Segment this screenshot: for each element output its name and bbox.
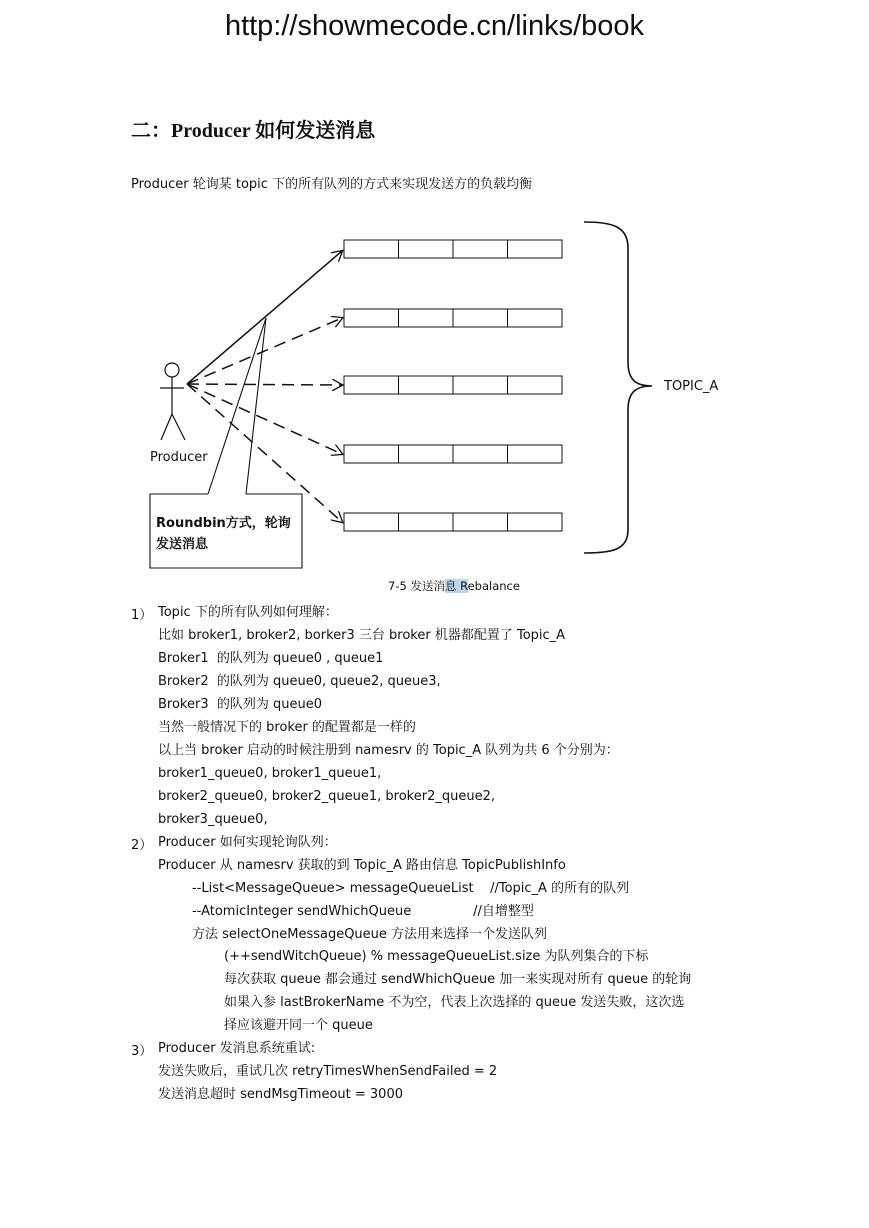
list-line: --List<MessageQueue> messageQueueList //Topic_A 的所有的队列 [192,881,630,896]
header-url: http://showmecode.cn/links/book [224,10,645,42]
list-line: Broker3 的队列为 queue0 [158,697,323,712]
list-line: (++sendWitchQueue) % messageQueueList.size 为队列集合的下标 [224,949,649,964]
dashed-arrow [187,384,342,522]
list-line: Producer 发消息系统重试: [158,1041,316,1056]
list-line: 比如 broker1, broker2, borker3 三台 broker 机器都配置了 Topic_A [158,628,566,643]
solid-arrow [187,251,342,384]
list-line: 发送消息超时 sendMsgTimeout = 3000 [158,1087,403,1102]
dashed-arrow [187,384,342,454]
producer-topic-diagram [0,0,869,600]
list-line: Producer 从 namesrv 获取的到 Topic_A 路由信息 TopicPublishInfo [158,858,566,873]
list-line: 以上当 broker 启动的时候注册到 namesrv 的 Topic_A 队列为共 6 个分别为： [158,743,619,758]
queue-rows [344,240,562,531]
queue-row [344,445,562,463]
dashed-arrow [187,384,342,385]
list-line: 如果入参 lastBrokerName 不为空，代表上次选择的 queue 发送失败，这次选 [224,995,685,1010]
list-line: Broker2 的队列为 queue0, queue2, queue3, [158,674,441,689]
queue-row [344,376,562,394]
queue-row [344,513,562,531]
list-line: Broker1 的队列为 queue0 , queue1 [158,651,384,666]
list-line: --AtomicInteger sendWhichQueue //自增整型 [192,904,534,919]
list-line: Producer 如何实现轮询队列： [158,835,337,850]
queue-row [344,240,562,258]
list-line: broker1_queue0, broker1_queue1, [158,766,382,781]
item-number: 2） [131,838,153,853]
callout-text-line2: 发送消息 [156,537,209,552]
topic-brace [584,222,652,553]
callout-text-line1: Roundbin方式，轮询 [156,516,291,531]
intro-text: Producer 轮询某 topic 下的所有队列的方式来实现发送方的负载均衡 [131,177,533,192]
list-line: 方法 selectOneMessageQueue 方法用来选择一个发送队列 [192,927,548,942]
section-title: 二：Producer 如何发送消息 [131,120,376,142]
list-line: broker3_queue0, [158,812,268,827]
item-number: 1） [131,608,153,623]
producer-label: Producer [150,450,208,465]
list-line: Topic 下的所有队列如何理解： [158,605,338,620]
list-line: 每次获取 queue 都会通过 sendWhichQueue 加一来实现对所有 queue 的轮询 [224,972,692,987]
producer-stick-figure-icon [160,363,185,440]
list-line: 发送失败后，重试几次 retryTimesWhenSendFailed = 2 [158,1064,498,1079]
list-line: 择应该避开同一个 queue [224,1018,373,1033]
queue-row [344,309,562,327]
list-line: 当然一般情况下的 broker 的配置都是一样的 [158,720,416,735]
topic-label: TOPIC_A [664,379,719,394]
item-number: 3） [131,1044,153,1059]
list-line: broker2_queue0, broker2_queue1, broker2_queue2, [158,789,495,804]
send-arrows [187,251,342,522]
figure-caption: 7-5 发送消息 Rebalance [388,579,520,593]
